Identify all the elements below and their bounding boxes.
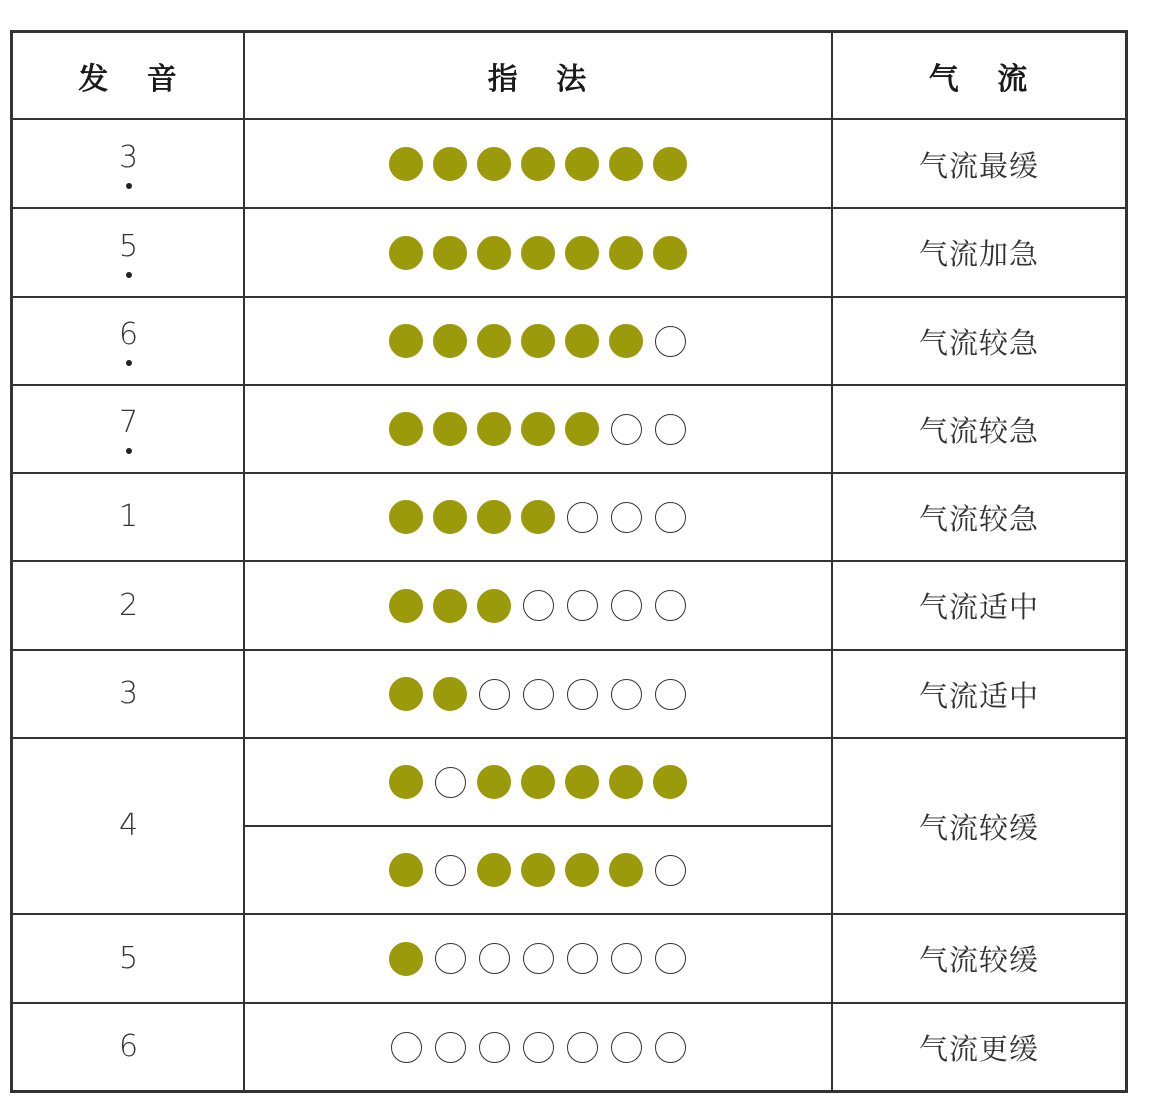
fingering-holes	[391, 149, 686, 180]
closed-hole-icon	[433, 412, 467, 446]
closed-hole-icon	[433, 677, 467, 711]
closed-hole-icon	[477, 147, 511, 181]
air-cell	[833, 914, 1125, 1003]
closed-hole-icon	[389, 236, 423, 270]
air-label: 气流较缓	[918, 810, 1039, 845]
fingering-holes	[391, 679, 686, 710]
closed-hole-icon	[609, 236, 643, 270]
fingering-cell	[245, 826, 831, 914]
closed-hole-icon	[521, 853, 555, 887]
note-cell	[13, 473, 244, 561]
open-hole-icon	[655, 502, 686, 533]
closed-hole-icon	[609, 765, 643, 799]
open-hole-icon	[479, 1032, 510, 1063]
open-hole-icon	[611, 502, 642, 533]
note-label: 5	[119, 232, 138, 262]
fingering-holes	[391, 237, 686, 268]
note-label: 7	[119, 408, 138, 438]
open-hole-icon	[611, 943, 642, 974]
air-cell	[833, 738, 1125, 914]
open-hole-icon	[655, 1032, 686, 1063]
open-hole-icon	[435, 855, 466, 886]
fingering-holes	[391, 767, 686, 798]
note-label: 6	[118, 1029, 139, 1064]
note-label: 5	[118, 940, 139, 976]
closed-hole-icon	[521, 147, 555, 181]
fingering-cell	[245, 120, 831, 208]
fingering-cell	[245, 1003, 831, 1091]
fingering-cell	[245, 208, 831, 297]
closed-hole-icon	[389, 765, 423, 799]
open-hole-icon	[611, 590, 642, 621]
closed-hole-icon	[521, 236, 555, 270]
open-hole-icon	[567, 502, 598, 533]
air-label: 气流较缓	[918, 943, 1039, 977]
closed-hole-icon	[477, 324, 511, 358]
closed-hole-icon	[389, 500, 423, 534]
closed-hole-icon	[521, 500, 555, 534]
air-label: 气流更缓	[918, 1031, 1039, 1066]
fingering-holes	[391, 855, 686, 886]
fingering-holes	[391, 326, 686, 357]
air-cell	[833, 385, 1125, 473]
open-hole-icon	[567, 943, 598, 974]
air-cell	[833, 650, 1125, 738]
closed-hole-icon	[653, 765, 687, 799]
fingering-cell	[245, 473, 831, 561]
note-cell	[13, 650, 244, 738]
low-octave-dot	[126, 448, 132, 454]
air-label: 气流较急	[918, 501, 1039, 536]
closed-hole-icon	[565, 412, 599, 446]
closed-hole-icon	[433, 324, 467, 358]
open-hole-icon	[611, 1032, 642, 1063]
closed-hole-icon	[521, 412, 555, 446]
header-note-cell	[13, 33, 244, 119]
closed-hole-icon	[389, 677, 423, 711]
closed-hole-icon	[389, 853, 423, 887]
fingering-cell	[245, 297, 831, 385]
fingering-cell	[245, 738, 831, 826]
air-cell	[833, 208, 1125, 297]
fingering-holes	[391, 502, 686, 533]
air-label: 气流适中	[918, 678, 1039, 713]
note-label: 4	[118, 808, 139, 843]
note-label: 6	[119, 320, 138, 350]
air-cell	[833, 561, 1125, 650]
closed-hole-icon	[609, 147, 643, 181]
open-hole-icon	[567, 679, 598, 710]
closed-hole-icon	[477, 589, 511, 623]
note-cell	[13, 120, 244, 208]
closed-hole-icon	[433, 500, 467, 534]
open-hole-icon	[523, 943, 554, 974]
fingering-holes	[391, 1032, 686, 1063]
air-label: 气流较急	[918, 413, 1039, 448]
low-octave-dot	[126, 360, 132, 366]
note-cell	[13, 385, 244, 473]
closed-hole-icon	[389, 412, 423, 446]
low-octave-dot	[126, 272, 132, 278]
closed-hole-icon	[433, 236, 467, 270]
open-hole-icon	[435, 767, 466, 798]
air-cell	[833, 120, 1125, 208]
open-hole-icon	[655, 590, 686, 621]
open-hole-icon	[523, 1032, 554, 1063]
open-hole-icon	[435, 1032, 466, 1063]
closed-hole-icon	[477, 500, 511, 534]
open-hole-icon	[611, 414, 642, 445]
open-hole-icon	[567, 590, 598, 621]
note-cell	[13, 738, 244, 914]
closed-hole-icon	[477, 853, 511, 887]
fingering-cell	[245, 914, 831, 1003]
air-cell	[833, 297, 1125, 385]
closed-hole-icon	[653, 147, 687, 181]
closed-hole-icon	[609, 853, 643, 887]
closed-hole-icon	[609, 324, 643, 358]
closed-hole-icon	[389, 147, 423, 181]
open-hole-icon	[523, 679, 554, 710]
open-hole-icon	[435, 943, 466, 974]
header-fingering-cell	[245, 33, 831, 119]
closed-hole-icon	[477, 236, 511, 270]
open-hole-icon	[567, 1032, 598, 1063]
fingering-holes	[391, 943, 686, 974]
air-label: 气流适中	[918, 590, 1039, 624]
open-hole-icon	[523, 590, 554, 621]
header-note: 发 音	[78, 62, 179, 97]
air-cell	[833, 473, 1125, 561]
open-hole-icon	[655, 679, 686, 710]
closed-hole-icon	[433, 589, 467, 623]
closed-hole-icon	[565, 853, 599, 887]
air-label: 气流较急	[918, 325, 1039, 360]
open-hole-icon	[655, 943, 686, 974]
air-cell	[833, 1003, 1125, 1091]
low-octave-dot	[126, 183, 132, 189]
note-cell	[13, 1003, 244, 1091]
closed-hole-icon	[477, 765, 511, 799]
air-label: 气流最缓	[918, 148, 1039, 183]
air-label: 气流加急	[918, 237, 1039, 271]
open-hole-icon	[655, 855, 686, 886]
closed-hole-icon	[565, 765, 599, 799]
note-cell	[13, 208, 244, 297]
note-cell	[13, 561, 244, 650]
fingering-cell	[245, 385, 831, 473]
note-label: 2	[118, 587, 139, 623]
closed-hole-icon	[565, 236, 599, 270]
closed-hole-icon	[389, 942, 423, 976]
closed-hole-icon	[521, 765, 555, 799]
open-hole-icon	[611, 679, 642, 710]
closed-hole-icon	[477, 412, 511, 446]
fingering-cell	[245, 561, 831, 650]
closed-hole-icon	[433, 147, 467, 181]
closed-hole-icon	[565, 147, 599, 181]
closed-hole-icon	[521, 324, 555, 358]
fingering-holes	[391, 590, 686, 621]
closed-hole-icon	[389, 324, 423, 358]
note-label: 3	[119, 143, 138, 173]
header-fingering: 指 法	[487, 62, 589, 97]
header-air-cell	[833, 33, 1125, 119]
fingering-cell	[245, 650, 831, 738]
open-hole-icon	[391, 1032, 422, 1063]
closed-hole-icon	[565, 324, 599, 358]
header-air: 气 流	[928, 62, 1030, 97]
open-hole-icon	[479, 943, 510, 974]
open-hole-icon	[655, 326, 686, 357]
note-cell	[13, 297, 244, 385]
open-hole-icon	[479, 679, 510, 710]
note-label: 3	[118, 676, 139, 711]
open-hole-icon	[655, 414, 686, 445]
closed-hole-icon	[389, 589, 423, 623]
note-label: 1	[118, 499, 139, 534]
closed-hole-icon	[653, 236, 687, 270]
note-cell	[13, 914, 244, 1003]
fingering-holes	[391, 414, 686, 445]
